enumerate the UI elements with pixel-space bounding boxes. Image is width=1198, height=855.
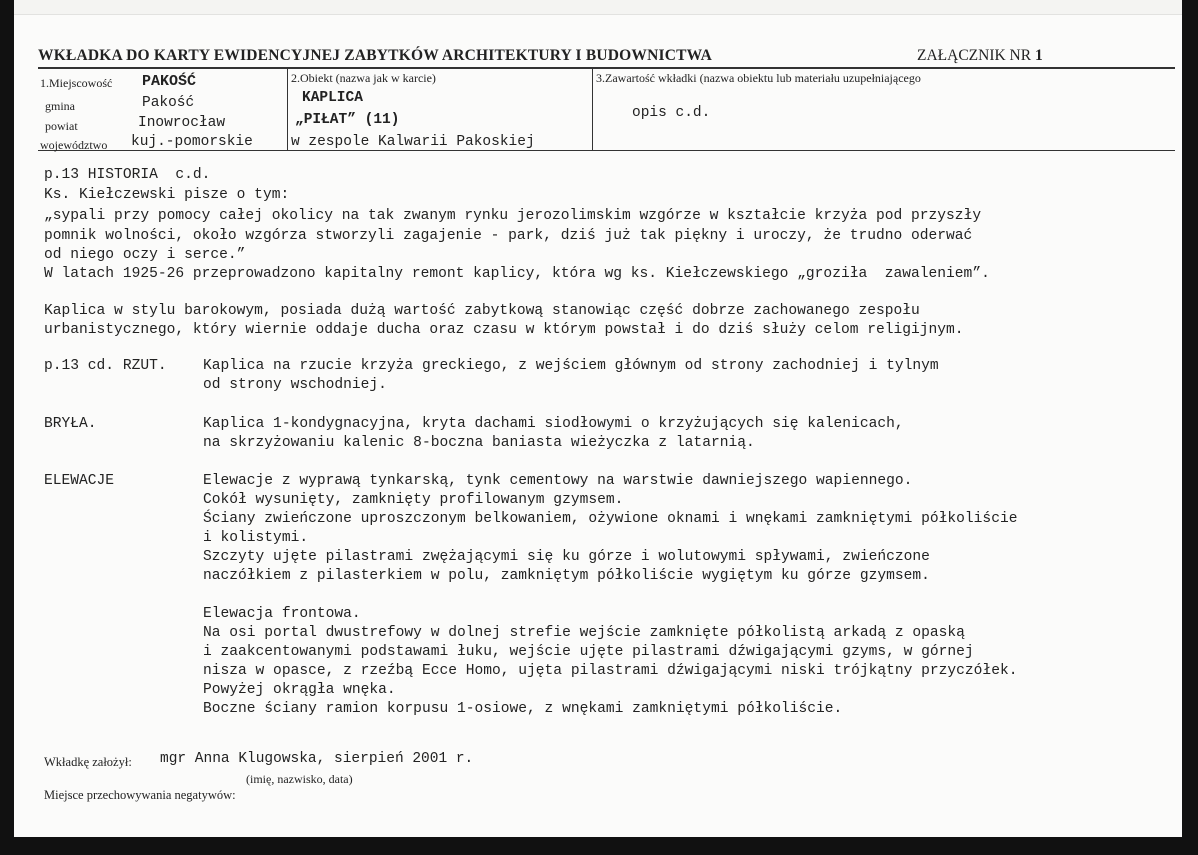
history-line: Ks. Kiełczewski pisze o tym: <box>44 187 290 203</box>
column-divider-1 <box>287 68 288 150</box>
elewacje-label: ELEWACJE <box>44 473 115 489</box>
style-line: Kaplica w stylu barokowym, posiada dużą wartość zabytkową stanowiąc część dobrze zachowanego zespołu <box>44 303 920 319</box>
powiat-value: Inowrocław <box>138 115 226 131</box>
created-by-hint: (imię, nazwisko, data) <box>246 772 353 786</box>
elewacje-line: Elewacje z wyprawą tynkarską, tynk cementowy na warstwie dawniejszego wapiennego. <box>203 473 913 489</box>
wojewodztwo-value: kuj.-pomorskie <box>131 134 253 150</box>
object-subname: „PIŁAT” (11) <box>295 112 400 128</box>
place-value: PAKOŚĆ <box>142 73 197 90</box>
elewacje-line: Ściany zwieńczone uproszczonym belkowaniem, ożywione oknami i wnękami zamkniętymi półkoliście <box>203 511 1018 527</box>
bryla-line: Kaplica 1-kondygnacyjna, kryta dachami siodłowymi o krzyżujących się kalenicach, <box>203 416 904 432</box>
history-line: „sypali przy pomocy całej okolicy na tak zwanym rynku jerozolimskim wzgórze w kształcie krzyża pod przyszły <box>44 208 982 224</box>
attachment-label: ZAŁĄCZNIK NR <box>917 47 1032 64</box>
history-line: p.13 HISTORIA c.d. <box>44 167 211 183</box>
scan-border-bottom <box>0 837 1198 855</box>
object-name: KAPLICA <box>302 90 363 106</box>
rzut-line: od strony wschodniej. <box>203 377 387 393</box>
history-line: W latach 1925-26 przeprowadzono kapitalny remont kaplicy, która wg ks. Kiełczewskiego „groziła zawaleniem”. <box>44 266 990 282</box>
attachment-value: 1 <box>1034 47 1043 64</box>
bryla-line: na skrzyżowaniu kalenic 8-boczna baniasta wieżyczka z latarnią. <box>203 435 755 451</box>
elewacje-line: i zaakcentowanymi podstawami łuku, wejście ujęte pilastrami dźwigającymi gzyms, w górnej <box>203 644 974 660</box>
elewacje-line: naczółkiem z pilasterkiem w polu, zamkniętym półkoliście wygiętym ku górze gzymsem. <box>203 568 930 584</box>
content-label: 3.Zawartość wkładki (nazwa obiektu lub materiału uzupełniającego <box>596 71 921 85</box>
place-label: 1.Miejscowość <box>40 76 113 90</box>
object-label: 2.Obiekt (nazwa jak w karcie) <box>291 71 436 85</box>
scan-border-left <box>0 0 14 855</box>
object-complex: w zespole Kalwarii Pakoskiej <box>291 134 535 150</box>
elewacje-line: Elewacja frontowa. <box>203 606 361 622</box>
created-by-label: Wkładkę założył: <box>44 755 132 769</box>
bryla-label: BRYŁA. <box>44 416 97 432</box>
created-by-value: mgr Anna Klugowska, sierpień 2001 r. <box>160 751 474 767</box>
rzut-line: Kaplica na rzucie krzyża greckiego, z wejściem głównym od strony zachodniej i tylnym <box>203 358 939 374</box>
header-bottom-rule <box>38 150 1175 151</box>
form-title: WKŁADKA DO KARTY EWIDENCYJNEJ ZABYTKÓW ARCHITEKTURY I BUDOWNICTWA <box>38 47 713 64</box>
elewacje-line: Boczne ściany ramion korpusu 1-osiowe, z wnękami zamkniętymi półkoliście. <box>203 701 843 717</box>
elewacje-line: Powyżej okrągła wnęka. <box>203 682 396 698</box>
negatives-storage-label: Miejsce przechowywania negatywów: <box>44 788 236 802</box>
content-value: opis c.d. <box>632 105 711 121</box>
powiat-label: powiat <box>45 119 78 133</box>
scan-border-right <box>1182 0 1198 855</box>
elewacje-line: Cokół wysunięty, zamknięty profilowanym gzymsem. <box>203 492 624 508</box>
style-line: urbanistycznego, który wiernie oddaje ducha oraz czasu w którym powstał i do dziś służy celom religijnym. <box>44 322 964 338</box>
gmina-label: gmina <box>45 99 75 113</box>
rzut-label: p.13 cd. RZUT. <box>44 358 167 374</box>
header-rule <box>38 67 1175 69</box>
elewacje-line: i kolistymi. <box>203 530 309 546</box>
attachment-number <box>917 47 1043 65</box>
column-divider-2 <box>592 68 593 150</box>
elewacje-line: Na osi portal dwustrefowy w dolnej strefie wejście zamknięte półkolistą arkadą z opaską <box>203 625 965 641</box>
elewacje-line: Szczyty ujęte pilastrami zwężającymi się ku górze i wolutowymi spływami, zwieńczone <box>203 549 930 565</box>
history-line: od niego oczy i serce.” <box>44 247 246 263</box>
gmina-value: Pakość <box>142 95 195 111</box>
history-line: pomnik wolności, około wzgórza stworzyli zagajenie - park, dziś już tak piękny i uroczy, że trudno oderwać <box>44 228 973 244</box>
wojewodztwo-label: województwo <box>40 138 108 152</box>
elewacje-line: nisza w opasce, z rzeźbą Ecce Homo, ujęta pilastrami dźwigającymi niski trójkątny przyczółek. <box>203 663 1018 679</box>
